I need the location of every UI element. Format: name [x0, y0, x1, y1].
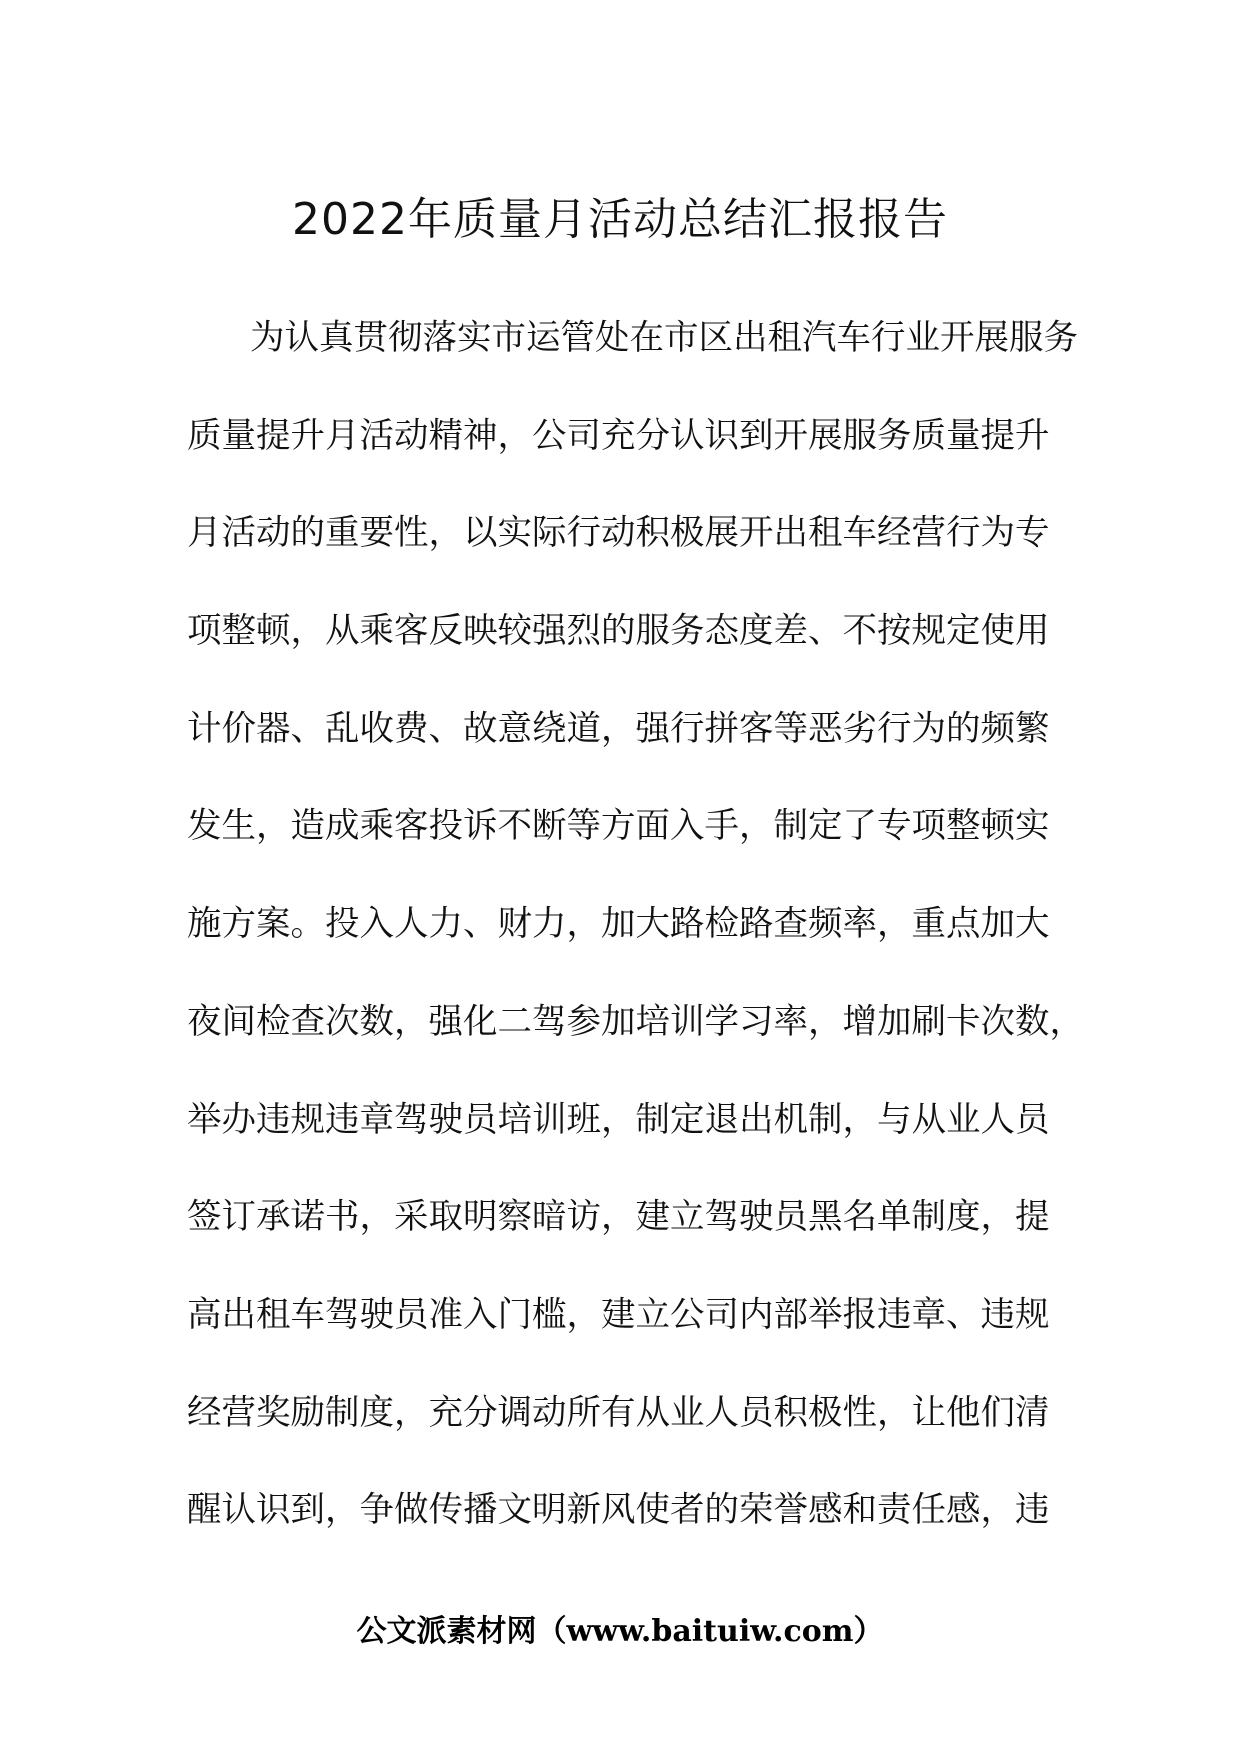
- body-line: 举办违规违章驾驶员培训班，制定退出机制，与从业人员: [187, 1099, 1050, 1140]
- body-line: 施方案。投入人力、财力，加大路检路查频率，重点加大: [187, 904, 1050, 945]
- document-title: 2022年质量月活动总结汇报报告: [292, 194, 948, 245]
- body-line: 为认真贯彻落实市运管处在市区出租汽车行业开展服务: [250, 318, 1078, 358]
- body-line: 月活动的重要性，以实际行动积极展开出租车经营行为专: [187, 513, 1050, 554]
- body-line: 发生，造成乘客投诉不断等方面入手，制定了专项整顿实: [187, 806, 1050, 847]
- body-line: 计价器、乱收费、故意绕道，强行拼客等恶劣行为的频繁: [187, 708, 1050, 749]
- document-body: [187, 308, 1084, 1578]
- body-line: 醒认识到，争做传播文明新风使者的荣誉感和责任感，违: [187, 1490, 1050, 1531]
- body-line: 签订承诺书，采取明察暗访，建立驾驶员黑名单制度，提: [187, 1197, 1050, 1238]
- body-line: 项整顿，从乘客反映较强烈的服务态度差、不按规定使用: [187, 611, 1050, 652]
- body-line: 质量提升月活动精神，公司充分认识到开展服务质量提升: [187, 415, 1050, 456]
- body-line: 高出租车驾驶员准入门槛，建立公司内部举报违章、违规: [187, 1294, 1050, 1335]
- footer-source: 公文派素材网（www.baituiw.com）: [356, 1614, 884, 1649]
- body-line: 夜间检查次数，强化二驾参加培训学习率，增加刷卡次数，: [187, 1001, 1084, 1042]
- body-line: 经营奖励制度，充分调动所有从业人员积极性，让他们清: [187, 1392, 1050, 1433]
